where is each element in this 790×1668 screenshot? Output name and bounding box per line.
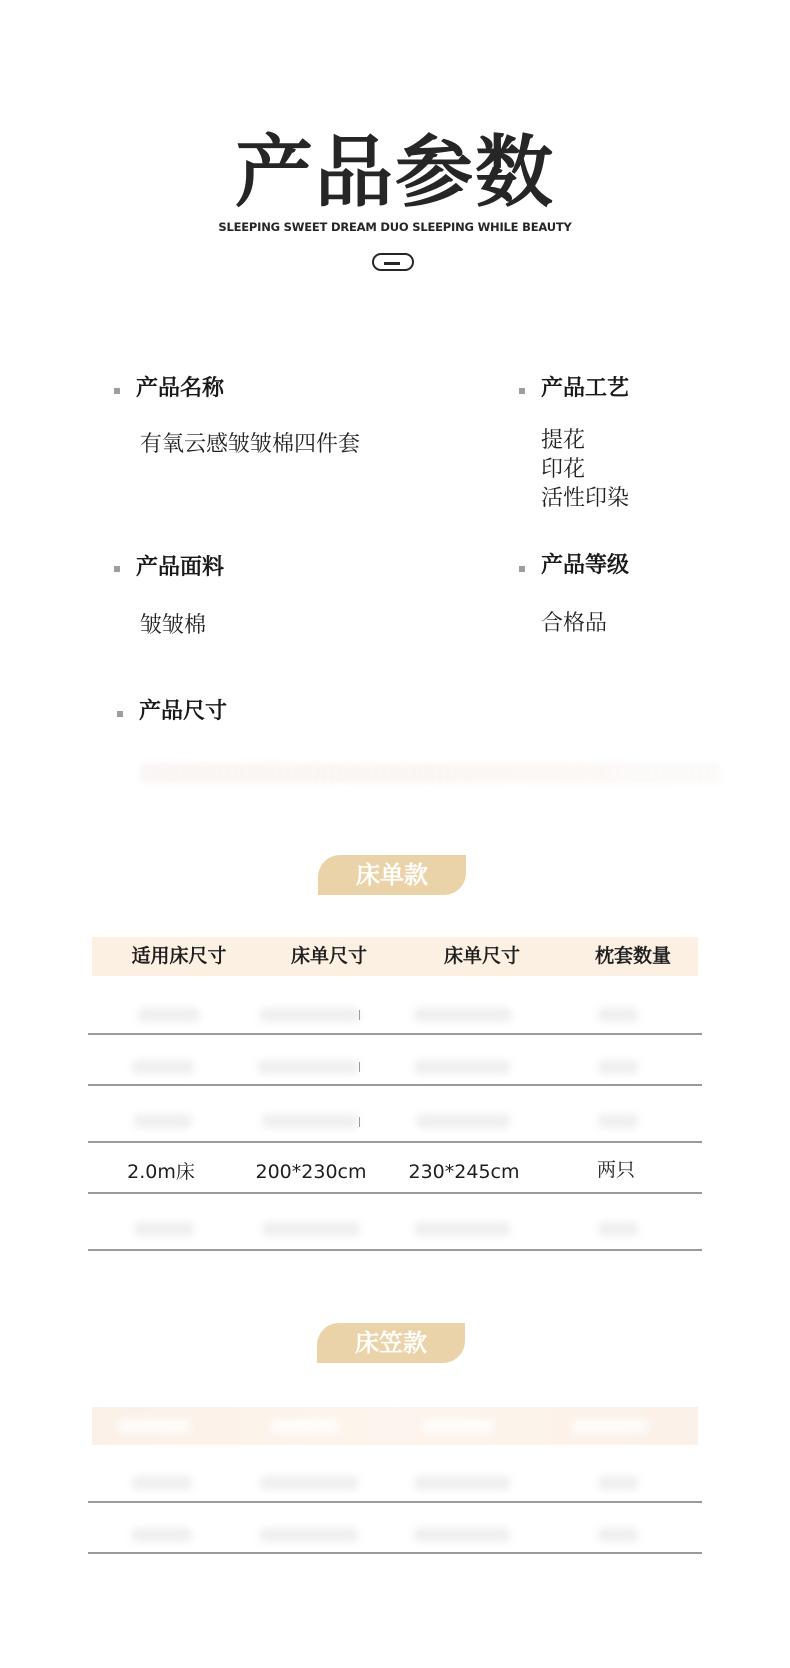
table-cell: 两只 xyxy=(596,1159,635,1181)
param-size-label: 产品尺寸 xyxy=(139,699,228,724)
row-divider xyxy=(88,1084,702,1086)
blurred-cell xyxy=(260,1476,358,1490)
blurred-cell xyxy=(132,1528,192,1542)
param-grade-value: 合格品 xyxy=(541,611,608,636)
param-craft-value: 活性印染 xyxy=(541,486,630,511)
param-craft-value: 提花 xyxy=(541,428,586,453)
table-cell: 230*245cm xyxy=(408,1161,520,1183)
blurred-cell xyxy=(132,1476,192,1490)
blurred-cell xyxy=(416,1114,510,1128)
bullet-icon xyxy=(519,566,525,572)
page-subtitle: SLEEPING SWEET DREAM DUO SLEEPING WHILE BEAUTY xyxy=(218,220,572,234)
blurred-cell xyxy=(359,1010,360,1020)
blurred-cell xyxy=(132,1060,194,1074)
blurred-cell xyxy=(598,1114,638,1128)
bullet-icon xyxy=(114,566,120,572)
pill-bar xyxy=(384,262,400,265)
blurred-cell xyxy=(118,1419,190,1433)
blurred-size-note xyxy=(140,763,720,783)
blurred-cell xyxy=(598,1528,638,1542)
blurred-cell xyxy=(598,1476,638,1490)
blurred-cell xyxy=(262,1222,360,1236)
blurred-cell xyxy=(138,1008,200,1022)
param-craft-value: 印花 xyxy=(541,457,586,482)
blurred-cell xyxy=(359,1117,360,1127)
blurred-cell xyxy=(424,1419,494,1433)
row-divider xyxy=(88,1033,702,1035)
param-name-value: 有氧云感皱皱棉四件套 xyxy=(140,432,361,457)
row-divider xyxy=(88,1552,702,1554)
blurred-cell xyxy=(258,1060,358,1074)
param-craft-label: 产品工艺 xyxy=(541,376,630,401)
column-header: 床单尺寸 xyxy=(290,945,367,967)
column-header: 床单尺寸 xyxy=(443,945,520,967)
blurred-cell xyxy=(414,1008,512,1022)
param-fabric-value: 皱皱棉 xyxy=(140,613,207,638)
table-cell: 200*230cm xyxy=(255,1161,367,1183)
blurred-cell xyxy=(134,1114,192,1128)
blurred-cell xyxy=(598,1222,638,1236)
section-tag-sheet: 床单款 xyxy=(318,855,466,895)
column-header: 适用床尺寸 xyxy=(131,945,227,967)
bullet-icon xyxy=(117,711,123,717)
blurred-cell xyxy=(260,1528,358,1542)
blurred-cell xyxy=(414,1222,510,1236)
blurred-cell xyxy=(414,1528,510,1542)
section-tag-fitted: 床笠款 xyxy=(317,1323,465,1363)
blurred-cell xyxy=(134,1222,194,1236)
row-divider xyxy=(88,1192,702,1194)
blurred-cell xyxy=(260,1008,360,1022)
blurred-cell xyxy=(598,1008,638,1022)
blurred-cell xyxy=(414,1060,510,1074)
blurred-cell xyxy=(262,1114,358,1128)
blurred-cell xyxy=(270,1419,340,1433)
page-title: 产品参数 xyxy=(234,128,555,218)
param-name-label: 产品名称 xyxy=(136,376,225,401)
row-divider xyxy=(88,1249,702,1251)
table-header xyxy=(92,937,698,976)
bullet-icon xyxy=(114,388,120,394)
param-fabric-label: 产品面料 xyxy=(136,555,225,580)
table-cell: 2.0m床 xyxy=(127,1161,195,1183)
bullet-icon xyxy=(519,388,525,394)
column-header: 枕套数量 xyxy=(594,945,671,967)
blurred-cell xyxy=(414,1476,510,1490)
row-divider xyxy=(88,1501,702,1503)
row-divider xyxy=(88,1141,702,1143)
param-grade-label: 产品等级 xyxy=(541,553,630,578)
blurred-cell xyxy=(359,1062,360,1072)
blurred-cell xyxy=(572,1419,648,1433)
blurred-cell xyxy=(598,1060,638,1074)
